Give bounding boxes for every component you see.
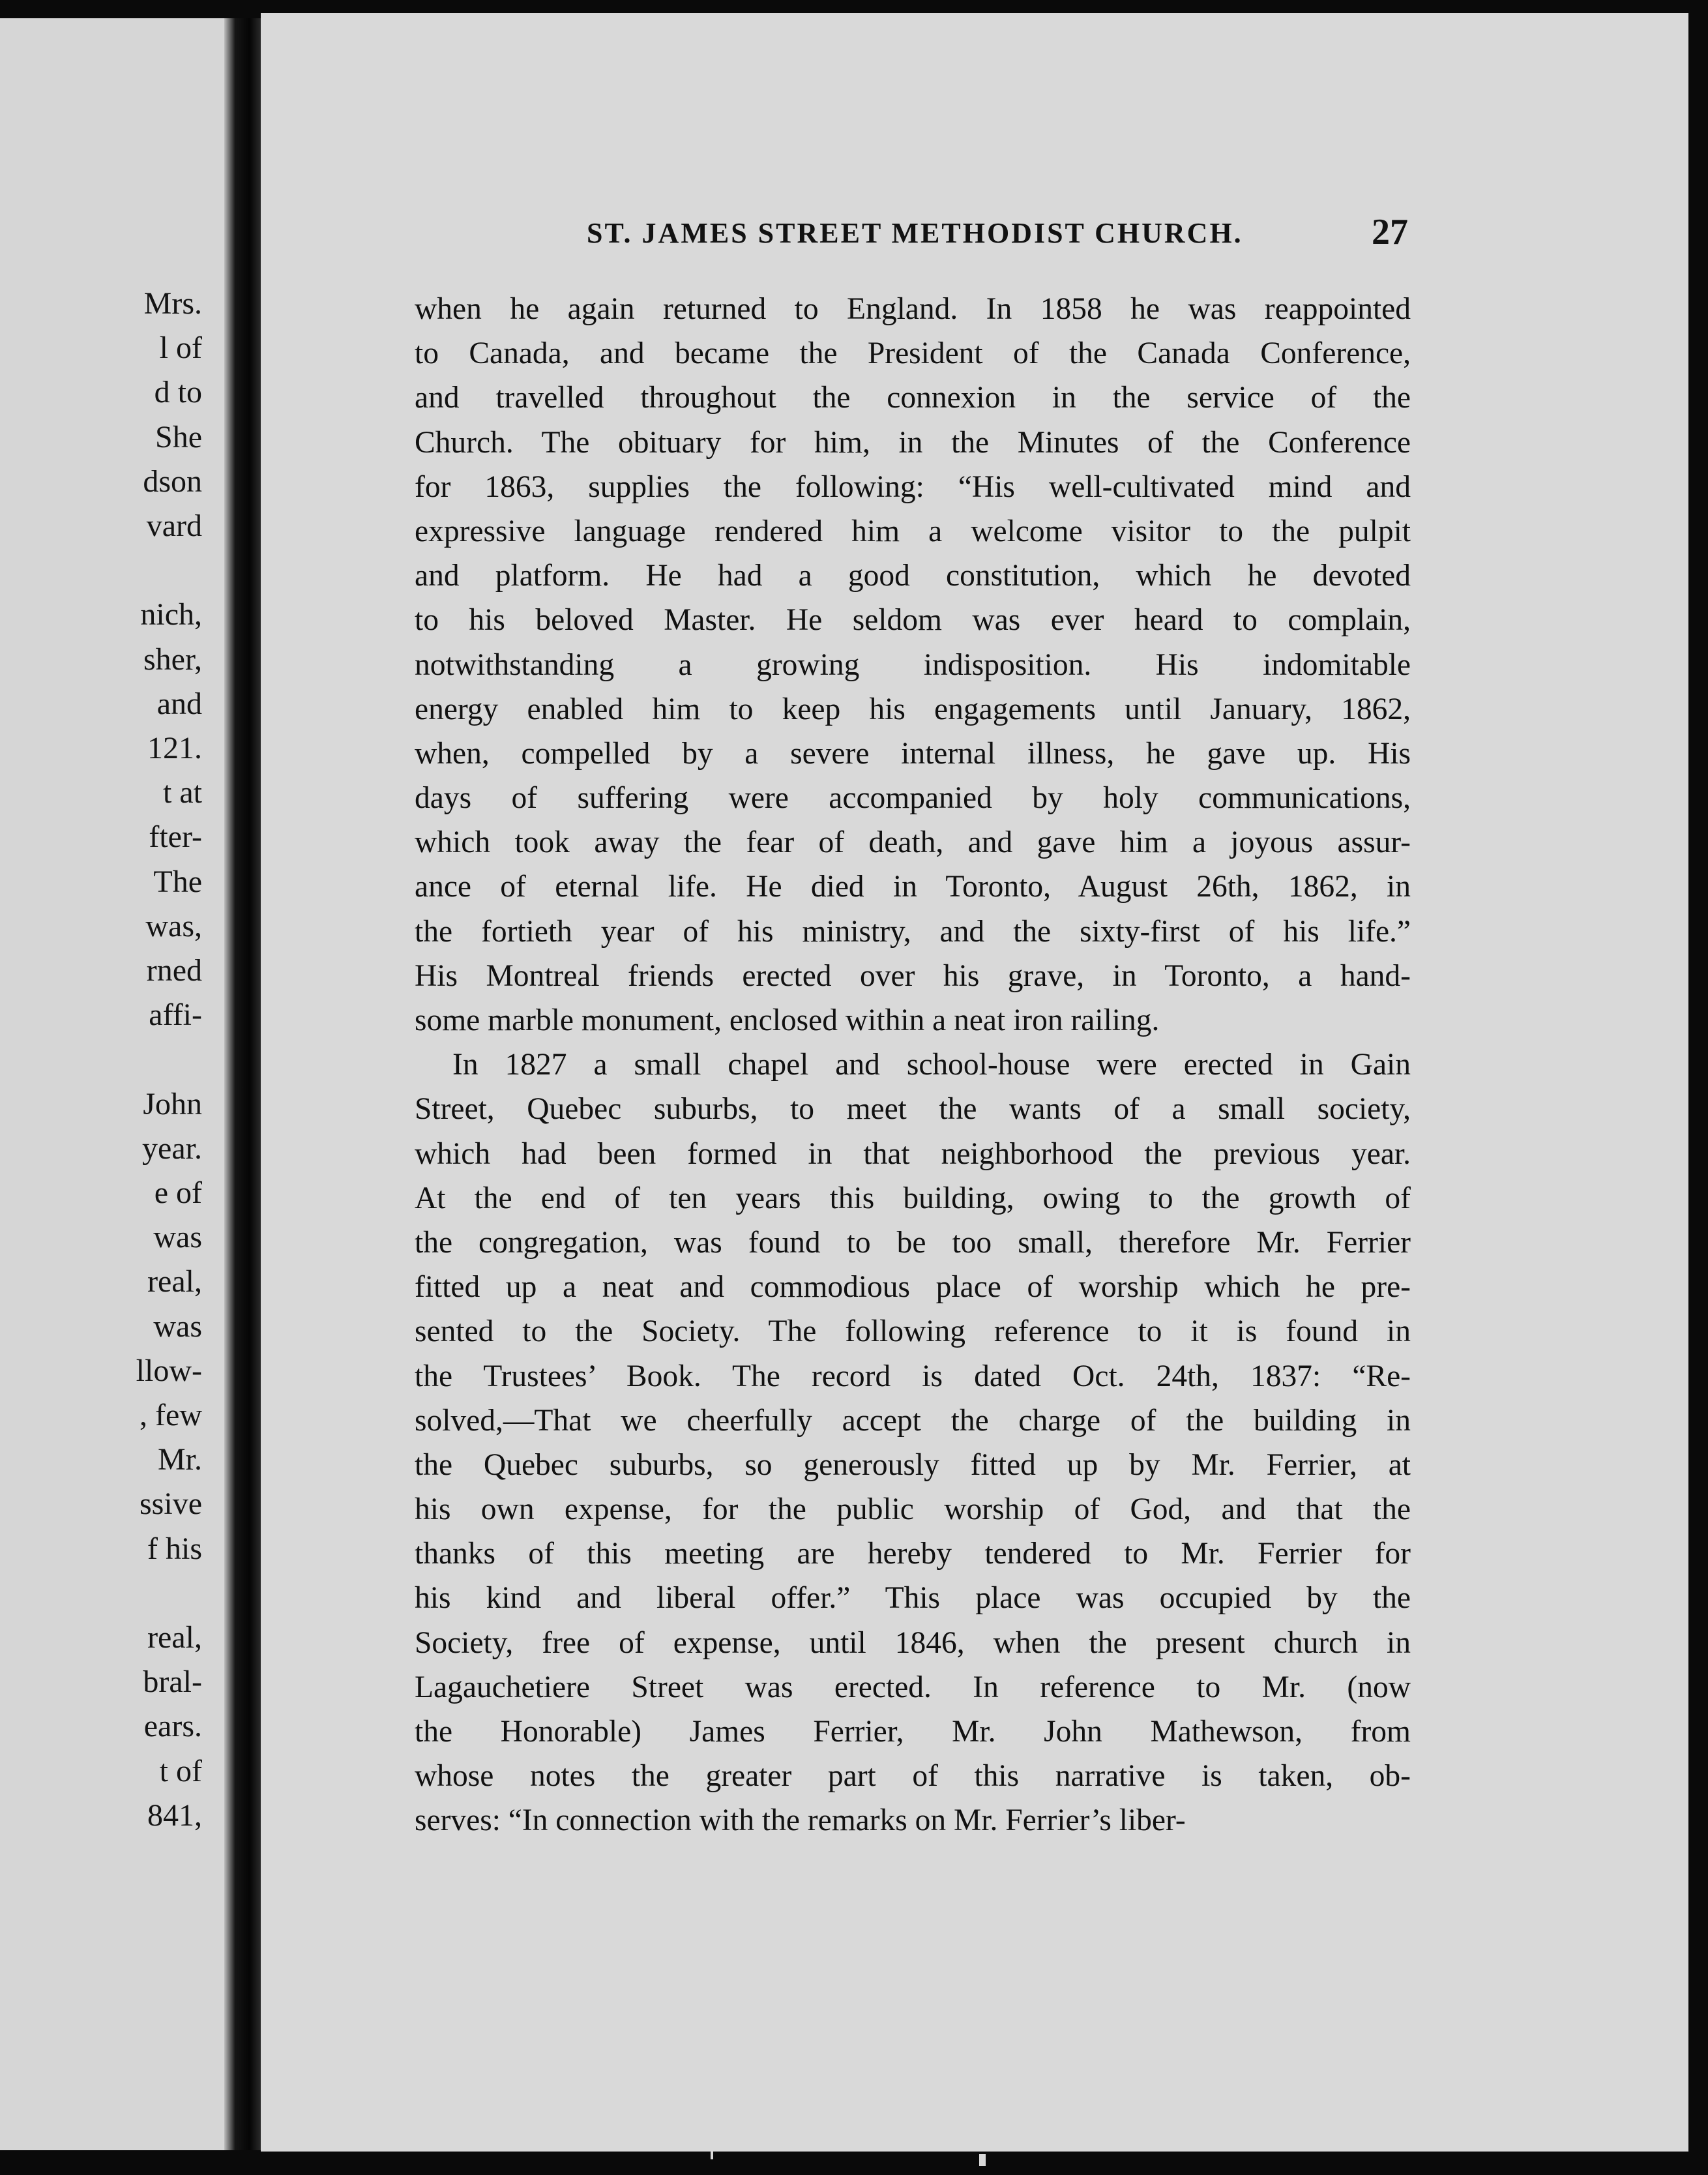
left-page-fragment: was,: [145, 908, 202, 943]
left-page-fragment: She: [155, 419, 202, 454]
left-page-fragment: 121.: [147, 731, 202, 765]
left-page-fragment: fter-: [149, 820, 202, 855]
text-line: notwithstanding a growing indisposition. His indomitable: [415, 647, 1411, 682]
left-page-fragment: , few: [140, 1398, 202, 1432]
text-line: sented to the Society. The following reference to it is found in: [415, 1314, 1411, 1349]
left-page-fragment: and: [156, 686, 202, 721]
left-page-fragment: The: [153, 864, 202, 899]
left-page-fragment: rned: [146, 953, 202, 988]
text-line: his own expense, for the public worship of God, and that the: [415, 1492, 1411, 1527]
text-line: days of suffering were accompanied by holy communications,: [415, 781, 1411, 816]
left-page-fragment: 841,: [147, 1798, 202, 1833]
text-line: the Honorable) James Ferrier, Mr. John Mathewson, from: [415, 1715, 1411, 1749]
left-page-fragment: dson: [143, 464, 202, 499]
scan-specks: [704, 2145, 1069, 2171]
left-page-fragment: affi-: [149, 998, 202, 1033]
text-line: Street, Quebec suburbs, to meet the wants of a small society,: [415, 1092, 1411, 1127]
text-line: solved,—That we cheerfully accept the charge of the building in: [415, 1403, 1411, 1438]
text-line: In 1827 a small chapel and school-house were erected in Gain: [452, 1048, 1411, 1082]
left-page-edge: [0, 18, 224, 2150]
left-page-fragment: f his: [147, 1531, 202, 1566]
text-line: to his beloved Master. He seldom was ever heard to complain,: [415, 603, 1411, 638]
text-line: some marble monument, enclosed within a neat iron railing.: [415, 1003, 1160, 1037]
left-page-fragment: d to: [154, 375, 202, 410]
text-line: his kind and liberal offer.” This place was occupied by the: [415, 1581, 1411, 1616]
left-page-fragment: vard: [146, 509, 202, 543]
text-line: whose notes the greater part of this narrative is taken, ob-: [415, 1759, 1411, 1794]
left-page-fragment: l of: [159, 331, 202, 366]
left-page-fragment: e of: [154, 1176, 202, 1210]
running-head: ST. JAMES STREET METHODIST CHURCH.: [587, 217, 1243, 249]
text-line: His Montreal friends erected over his grave, in Toronto, a hand-: [415, 958, 1411, 993]
left-page-fragment: t at: [163, 775, 202, 810]
paragraph: [415, 1043, 1411, 1842]
book-gutter: [224, 18, 261, 2150]
text-line: and platform. He had a good constitution, which he devoted: [415, 559, 1411, 593]
text-line: Church. The obituary for him, in the Minutes of the Conference: [415, 425, 1411, 460]
left-page-fragment: real,: [147, 1620, 202, 1655]
left-page-fragment: Mr.: [157, 1442, 202, 1477]
text-line: Society, free of expense, until 1846, when the present church in: [415, 1625, 1411, 1660]
left-page-fragment: Mrs.: [143, 286, 202, 321]
left-page-fragment: sher,: [143, 642, 202, 677]
text-line: which took away the fear of death, and gave him a joyous assur-: [415, 825, 1411, 860]
left-page-fragment: John: [143, 1086, 202, 1121]
left-page-fragment: bral-: [143, 1665, 202, 1700]
left-page-fragment: ears.: [143, 1709, 202, 1744]
text-line: ance of eternal life. He died in Toronto, August 26th, 1862, in: [415, 870, 1411, 904]
left-page-fragment: was: [153, 1309, 202, 1344]
left-page-fragment: was: [153, 1220, 202, 1255]
left-page-fragment: ssive: [140, 1487, 202, 1522]
text-line: the congregation, was found to be too small, therefore Mr. Ferrier: [415, 1225, 1411, 1260]
left-page-fragment: t of: [159, 1753, 202, 1788]
text-line: the Quebec suburbs, so generously fitted up by Mr. Ferrier, at: [415, 1447, 1411, 1482]
text-line: when he again returned to England. In 1858 he was reappointed: [415, 292, 1411, 326]
left-page-fragment: year.: [142, 1131, 202, 1166]
body-text: [415, 287, 1411, 1843]
left-page-fragment: llow-: [136, 1353, 202, 1388]
text-line: fitted up a neat and commodious place of worship which he pre-: [415, 1270, 1411, 1305]
text-line: thanks of this meeting are hereby tendered to Mr. Ferrier for: [415, 1537, 1411, 1571]
left-page-fragment: real,: [147, 1264, 202, 1299]
paragraph: [415, 287, 1411, 1043]
text-line: for 1863, supplies the following: “His well-cultivated mind and: [415, 469, 1411, 504]
text-line: and travelled throughout the connexion in the service of the: [415, 381, 1411, 415]
text-line: serves: “In connection with the remarks on Mr. Ferrier’s liber-: [415, 1803, 1186, 1838]
text-line: which had been formed in that neighborhood the previous year.: [415, 1136, 1411, 1171]
left-page-fragment: nich,: [140, 597, 202, 632]
text-line: the fortieth year of his ministry, and the sixty-first of his life.”: [415, 914, 1411, 949]
text-line: At the end of ten years this building, owing to the growth of: [415, 1181, 1411, 1215]
text-line: energy enabled him to keep his engagements until January, 1862,: [415, 692, 1411, 726]
page-number: 27: [1372, 212, 1408, 252]
text-line: expressive language rendered him a welcome visitor to the pulpit: [415, 514, 1411, 548]
text-line: Lagauchetiere Street was erected. In reference to Mr. (now: [415, 1670, 1411, 1704]
text-line: to Canada, and became the President of the Canada Conference,: [415, 336, 1411, 371]
text-line: when, compelled by a severe internal illness, he gave up. His: [415, 736, 1411, 771]
text-line: the Trustees’ Book. The record is dated Oct. 24th, 1837: “Re-: [415, 1359, 1411, 1393]
